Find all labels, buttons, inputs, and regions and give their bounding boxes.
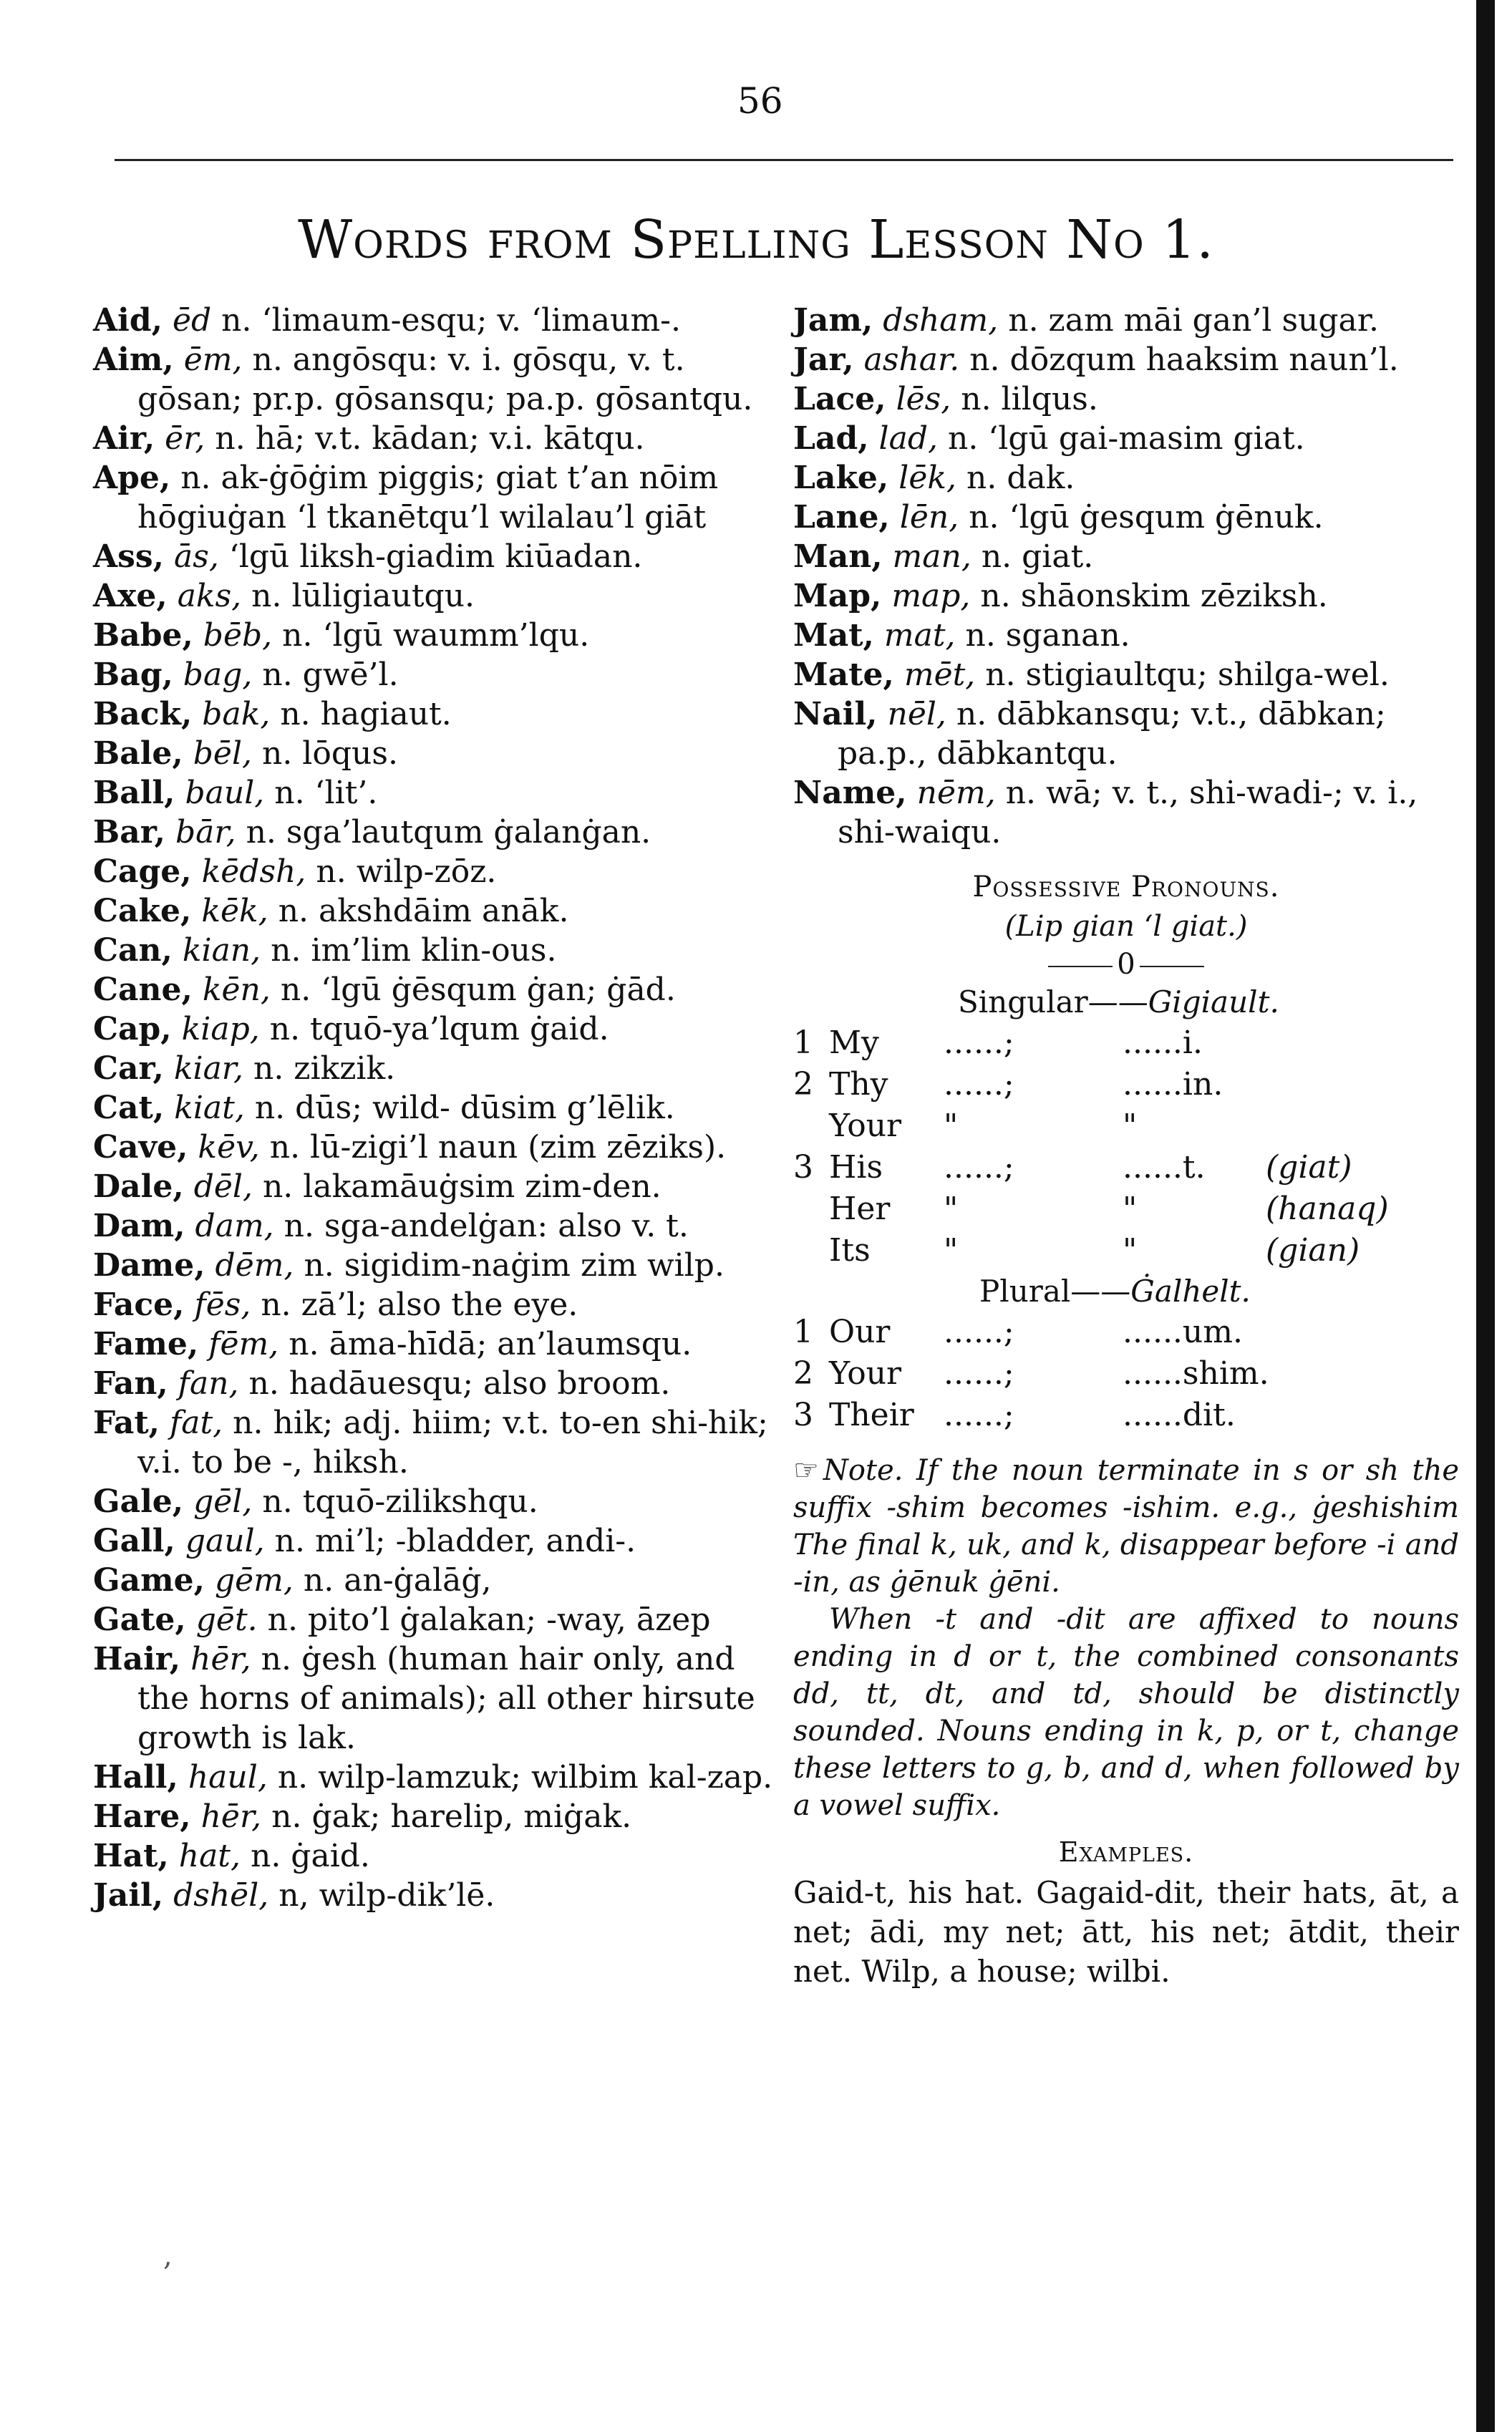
definition: n. angōsqu: v. i. gōsqu, v. t. gōsan; pr.p. gōsansqu; pa.p. gōsantqu. — [137, 341, 753, 417]
pronunciation: bār, — [175, 814, 236, 851]
dictionary-entry — [93, 301, 780, 340]
pronoun-cell-x — [1266, 1312, 1438, 1353]
headword: Jam, — [793, 302, 873, 339]
pronoun-cell-x: (hanaq) — [1266, 1191, 1389, 1227]
pronunciation: bēb, — [203, 617, 273, 654]
dictionary-entry — [93, 1009, 780, 1049]
pronunciation: man, — [892, 538, 971, 575]
headword: Dame, — [93, 1247, 205, 1284]
headword: Can, — [93, 932, 173, 969]
pronoun-row — [793, 1147, 1459, 1188]
definition: n. sganan. — [965, 617, 1130, 654]
definition: n. hik; adj. hiim; v.t. to-en shi-hik; v.i. to be -, hiksh. — [137, 1405, 768, 1481]
pointing-hand-icon: ☞ — [793, 1454, 819, 1487]
dictionary-entry — [793, 616, 1459, 655]
headword: Ball, — [93, 775, 175, 811]
dictionary-entry — [93, 1364, 780, 1403]
pronunciation: lēn, — [899, 499, 959, 536]
pronunciation: fat, — [169, 1405, 223, 1441]
pronoun-cell-n: 2 — [793, 1355, 813, 1392]
pronoun-cell-n: 1 — [793, 1314, 813, 1350]
pronunciation: fēs, — [194, 1287, 251, 1323]
dictionary-entry — [93, 419, 780, 458]
pronoun-cell-n: 3 — [793, 1397, 813, 1433]
dictionary-entry — [93, 1797, 780, 1836]
dictionary-entry — [93, 1324, 780, 1364]
dictionary-entry — [93, 1403, 780, 1482]
pronunciation: mat, — [883, 617, 956, 654]
pronoun-cell-n — [793, 1230, 829, 1271]
dictionary-entry — [93, 1876, 780, 1915]
pronoun-cell-w: Her — [829, 1191, 891, 1227]
definition: n. lilqus. — [961, 381, 1098, 417]
headword: Name, — [793, 775, 907, 811]
headword: Fat, — [93, 1405, 160, 1441]
pronoun-cell-d1: ......; — [944, 1355, 1014, 1392]
pronunciation: dēm, — [215, 1247, 294, 1284]
headword: Fan, — [93, 1365, 168, 1402]
pronunciation: hat, — [178, 1838, 241, 1874]
pronoun-row — [793, 1353, 1459, 1395]
dictionary-entry — [793, 694, 1459, 773]
pronunciation: gēt. — [195, 1602, 258, 1638]
definition: n. lōqus. — [262, 735, 398, 772]
dictionary-entry — [93, 813, 780, 852]
pronunciation: kiar, — [173, 1050, 243, 1087]
pronunciation: kēdsh, — [201, 853, 306, 890]
pronunciation: kēn, — [202, 972, 271, 1008]
headword: Hat, — [93, 1838, 169, 1874]
definition: n. sga’lautqum ġalanġan. — [246, 814, 651, 851]
pronoun-cell-w: My — [829, 1024, 879, 1061]
pronunciation: haul, — [188, 1759, 268, 1796]
pronoun-cell-x — [1266, 1022, 1438, 1064]
definition: n. wilp-lamzuk; wilbim kal-zap. — [277, 1759, 773, 1796]
definition: n. zikzik. — [253, 1050, 396, 1087]
dictionary-entry — [93, 852, 780, 891]
headword: Dam, — [93, 1208, 185, 1244]
headword: Ape, — [93, 460, 171, 496]
headword: Dale, — [93, 1168, 184, 1205]
pronunciation: dsham, — [883, 302, 999, 339]
dictionary-entry — [93, 1206, 780, 1246]
pronoun-cell-n — [793, 1105, 829, 1147]
possessive-subheading: (Lip gian ‘l giat.) — [1004, 910, 1248, 943]
definition: n. akshdāim anāk. — [278, 893, 569, 929]
dictionary-entry — [793, 537, 1459, 576]
pronunciation: dam, — [195, 1208, 274, 1244]
right-entries — [793, 301, 1459, 852]
headword: Hare, — [93, 1798, 191, 1835]
headword: Map, — [793, 578, 882, 614]
pronoun-cell-d1: " — [944, 1108, 959, 1144]
definition: n. ġaid. — [250, 1838, 370, 1874]
pronoun-cell-n — [793, 1188, 829, 1230]
pronoun-cell-w: Its — [829, 1232, 871, 1269]
pronoun-cell-d2: ......t. — [1123, 1149, 1206, 1186]
headword: Air, — [93, 420, 155, 457]
pronoun-cell-d1: ......; — [944, 1066, 1014, 1103]
dictionary-entry — [93, 1285, 780, 1324]
definition: n. im’lim klin-ous. — [271, 932, 557, 969]
pronoun-row — [793, 1064, 1459, 1105]
pronoun-cell-d1: " — [944, 1232, 959, 1269]
pronunciation: mēt, — [903, 657, 976, 693]
page-title: Words from Spelling Lesson No 1. — [298, 209, 1214, 271]
dictionary-entry — [93, 734, 780, 773]
dictionary-entry — [793, 301, 1459, 340]
definition: n. ‘lit’. — [274, 775, 378, 811]
pronoun-cell-x — [1266, 1105, 1438, 1147]
definition: n. shāonskim zēziksh. — [980, 578, 1328, 614]
headword: Hair, — [93, 1641, 181, 1677]
headword: Lace, — [793, 381, 886, 417]
pronoun-cell-d1: ......; — [944, 1149, 1014, 1186]
plural-heading: Plural——Ġalhelt. — [979, 1274, 1251, 1309]
dictionary-entry — [793, 655, 1459, 694]
headword: Fame, — [93, 1326, 199, 1362]
dictionary-entry — [93, 616, 780, 655]
headword: Nail, — [793, 696, 878, 732]
definition: n. sigidim-naġim zim wilp. — [304, 1247, 724, 1284]
definition: n. āma-hīdā; an’laumsqu. — [289, 1326, 692, 1362]
definition: n. dōzqum haaksim naun’l. — [969, 341, 1399, 378]
pronunciation: ēm, — [183, 341, 243, 378]
pronoun-cell-w: Your — [829, 1355, 902, 1392]
dictionary-entry — [93, 1049, 780, 1088]
dictionary-entry — [93, 1836, 780, 1876]
pronunciation: bak, — [202, 696, 271, 732]
pronunciation: gēm, — [214, 1562, 294, 1599]
pronoun-cell-w: Their — [829, 1397, 914, 1433]
headword: Mate, — [793, 657, 894, 693]
definition: n. hā; v.t. kādan; v.i. kātqu. — [215, 420, 645, 457]
pronoun-cell-x: (giat) — [1266, 1149, 1352, 1186]
pronoun-cell-n: 1 — [793, 1024, 813, 1061]
pronunciation: lēs, — [896, 381, 951, 417]
dictionary-entry — [93, 1561, 780, 1600]
definition: n. dak. — [966, 460, 1075, 496]
pronunciation: nēm, — [916, 775, 996, 811]
pronunciation: hēr, — [200, 1798, 262, 1835]
pronunciation: kiap, — [181, 1011, 260, 1047]
pronoun-cell-d2: ......in. — [1123, 1066, 1223, 1103]
pronunciation: ashar. — [863, 341, 960, 378]
dictionary-entry — [93, 694, 780, 734]
pronoun-cell-d2: ......shim. — [1123, 1355, 1269, 1392]
pronoun-cell-w: His — [829, 1149, 883, 1186]
pronunciation: kian, — [182, 932, 261, 969]
dictionary-entry — [93, 931, 780, 970]
pronoun-cell-d1: " — [944, 1191, 959, 1227]
headword: Back, — [93, 696, 193, 732]
definition: n. sga-andelġan: also v. t. — [284, 1208, 689, 1244]
pronunciation: map, — [891, 578, 971, 614]
pronoun-cell-d2: ......dit. — [1123, 1397, 1236, 1433]
pronunciation: lēk, — [898, 460, 957, 496]
possessive-heading: Possessive Pronouns. — [972, 871, 1280, 903]
pronoun-row — [793, 1188, 1459, 1230]
definition: n. tquō-zilikshqu. — [262, 1483, 538, 1520]
pronunciation: dshēl, — [173, 1877, 269, 1914]
headword: Aid, — [93, 302, 163, 339]
definition: n. zam māi gan’l sugar. — [1008, 302, 1379, 339]
dictionary-entry — [793, 458, 1459, 498]
pronunciation: bag, — [183, 657, 253, 693]
definition: n. dābkansqu; v.t., dābkan; pa.p., dābkantqu. — [838, 696, 1386, 772]
dictionary-entry — [93, 458, 780, 537]
definition: n. wilp-zōz. — [316, 853, 497, 890]
pronoun-row — [793, 1230, 1459, 1271]
note-paragraph-1: ☞ Note. If the noun terminate in s or sh the suffix -shim becomes -ishim. e.g., ġeshishim The final k, uk, and k, disappear before -i and -in, as ġēnuk ġēni. — [793, 1454, 1459, 1599]
dictionary-entry — [93, 1128, 780, 1167]
dictionary-entry — [793, 340, 1459, 379]
pronoun-cell-w: Thy — [829, 1066, 888, 1103]
pronoun-cell-x: (gian) — [1266, 1232, 1360, 1269]
plural-table — [793, 1312, 1459, 1436]
pronunciation: kēk, — [201, 893, 268, 929]
pronoun-cell-d2: ......i. — [1123, 1024, 1203, 1061]
pronunciation: gaul, — [185, 1523, 265, 1559]
definition: ‘lgū liksh-giadim kiūadan. — [228, 538, 643, 575]
definition: n. gwē’l. — [262, 657, 399, 693]
pronunciation: dēl, — [193, 1168, 253, 1205]
definition: n. ‘lgū gai-masim giat. — [948, 420, 1305, 457]
note-paragraph-2: When -t and -dit are affixed to nouns ending in d or t, the combined consonants dd, tt, dt, and td, should be distinctly sounded. Nouns ending in k, p, or t, change these letters to g, b, and d, when followed by a vowel suffix. — [793, 1603, 1459, 1822]
stray-mark: , — [163, 2239, 173, 2272]
headword: Gate, — [93, 1602, 186, 1638]
dictionary-entry — [793, 419, 1459, 458]
pronoun-cell-d1: ......; — [944, 1314, 1014, 1350]
pronoun-cell-x — [1266, 1395, 1438, 1436]
pronunciation: fan, — [178, 1365, 239, 1402]
definition: n. giat. — [981, 538, 1094, 575]
headword: Axe, — [93, 578, 168, 614]
pronunciation: ēd — [172, 302, 212, 339]
dictionary-entry — [93, 1521, 780, 1561]
headword: Man, — [793, 538, 883, 575]
separator: 0 — [793, 946, 1459, 982]
dictionary-entry — [93, 891, 780, 931]
dictionary-entry — [93, 1088, 780, 1128]
definition: n, wilp-dik’lē. — [278, 1877, 495, 1914]
headword: Bag, — [93, 657, 173, 693]
headword: Cake, — [93, 893, 192, 929]
pronoun-cell-n: 3 — [793, 1149, 813, 1186]
headword: Bale, — [93, 735, 183, 772]
definition: n. ‘limaum-esqu; v. ‘limaum-. — [221, 302, 682, 339]
pronunciation: bēl, — [193, 735, 252, 772]
headword: Lane, — [793, 499, 890, 536]
definition: n. ‘lgū waumm’lqu. — [282, 617, 590, 654]
pronoun-cell-n: 2 — [793, 1066, 813, 1103]
definition: n. lūligiautqu. — [251, 578, 475, 614]
pronoun-cell-d2: " — [1123, 1191, 1138, 1227]
dictionary-entry — [93, 576, 780, 616]
pronunciation: kēv, — [198, 1129, 260, 1166]
headword: Jar, — [793, 341, 854, 378]
headword: Cap, — [93, 1011, 172, 1047]
dictionary-entry — [93, 1758, 780, 1797]
headword: Car, — [93, 1050, 164, 1087]
pronunciation: fēm, — [208, 1326, 279, 1362]
definition: n. wā; v. t., shi-wadi-; v. i., shi-waiqu. — [838, 775, 1418, 851]
examples-text: Gaid-t, his hat. Gagaid-dit, their hats, āt, a net; ādi, my net; ātt, his net; ātdit, their net. Wilp, a house; wilbi. — [793, 1875, 1459, 1989]
definition: n. zā’l; also the eye. — [261, 1287, 578, 1323]
headword: Bar, — [93, 814, 165, 851]
headword: Aim, — [93, 341, 174, 378]
page-edge-bar — [1476, 0, 1495, 2432]
dictionary-entry — [93, 340, 780, 419]
definition: n. an-ġalāġ, — [303, 1562, 492, 1599]
pronunciation: aks, — [177, 578, 242, 614]
dictionary-entry — [93, 970, 780, 1009]
headword: Ass, — [93, 538, 164, 575]
pronunciation: nēl, — [887, 696, 946, 732]
definition: n. dūs; wild- dūsim g’lēlik. — [254, 1090, 675, 1126]
pronoun-cell-d1: ......; — [944, 1397, 1014, 1433]
headword: Cane, — [93, 972, 193, 1008]
headword: Lad, — [793, 420, 869, 457]
pronoun-cell-d1: ......; — [944, 1024, 1014, 1061]
pronunciation: ās, — [174, 538, 219, 575]
dictionary-entry — [93, 537, 780, 576]
dictionary-entry — [793, 773, 1459, 852]
pronunciation: hēr, — [190, 1641, 251, 1677]
definition: n. hadāuesqu; also broom. — [248, 1365, 671, 1402]
singular-table — [793, 1022, 1459, 1271]
headword: Cage, — [93, 853, 192, 890]
definition: n. stigiaultqu; shilga-wel. — [985, 657, 1390, 693]
pronoun-row — [793, 1022, 1459, 1064]
pronunciation: lad, — [878, 420, 938, 457]
dictionary-entry — [793, 379, 1459, 419]
headword: Face, — [93, 1287, 185, 1323]
definition: n. ak-ġōġim piggis; giat t’an nōim hōgiuġan ‘l tkanētqu’l wilalau’l giāt — [137, 460, 719, 536]
definition: n. ġesh (human hair only, and the horns of animals); all other hirsute growth is lak. — [137, 1641, 755, 1756]
right-column — [793, 301, 1459, 1991]
headword: Hall, — [93, 1759, 178, 1796]
headword: Gale, — [93, 1483, 184, 1520]
header-rule — [115, 159, 1453, 161]
definition: n. mi’l; -bladder, andi-. — [274, 1523, 636, 1559]
page-number: 56 — [737, 80, 783, 122]
definition: n. pito’l ġalakan; -way, āzep — [267, 1602, 711, 1638]
headword: Game, — [93, 1562, 205, 1599]
dictionary-entry — [93, 1482, 780, 1521]
definition: n. tquō-ya’lqum ġaid. — [269, 1011, 609, 1047]
pronunciation: baul, — [185, 775, 265, 811]
pronoun-cell-d2: " — [1123, 1108, 1138, 1144]
pronoun-cell-d2: " — [1123, 1232, 1138, 1269]
headword: Gall, — [93, 1523, 175, 1559]
dictionary-entry — [793, 576, 1459, 616]
pronunciation: gēl, — [193, 1483, 253, 1520]
dictionary-entry — [93, 1246, 780, 1285]
definition: n. ‘lgū ġesqum ġēnuk. — [969, 499, 1324, 536]
headword: Mat, — [793, 617, 874, 654]
pronunciation: kiat, — [174, 1090, 245, 1126]
singular-heading: Singular——Gigiault. — [958, 984, 1279, 1019]
pronoun-cell-w: Our — [829, 1314, 891, 1350]
definition: n. lū-zigi’l naun (zim zēziks). — [269, 1129, 727, 1166]
definition: n. ‘lgū ġēsqum ġan; ġād. — [280, 972, 676, 1008]
headword: Lake, — [793, 460, 889, 496]
pronunciation: ēr, — [165, 420, 205, 457]
headword: Babe, — [93, 617, 193, 654]
headword: Jail, — [93, 1877, 164, 1914]
pronoun-cell-w: Your — [829, 1108, 902, 1144]
definition: n. hagiaut. — [280, 696, 452, 732]
dictionary-entry — [93, 655, 780, 694]
headword: Cave, — [93, 1129, 188, 1166]
examples-heading: Examples. — [1058, 1836, 1194, 1868]
pronoun-row — [793, 1105, 1459, 1147]
headword: Cat, — [93, 1090, 165, 1126]
pronoun-cell-x — [1266, 1064, 1438, 1105]
dictionary-entry — [93, 1167, 780, 1206]
left-column — [93, 301, 780, 1915]
dictionary-entry — [93, 773, 780, 813]
definition: n. ġak; harelip, miġak. — [271, 1798, 632, 1835]
definition: n. lakamāuġsim zim-den. — [262, 1168, 662, 1205]
pronoun-cell-x — [1266, 1353, 1438, 1395]
dictionary-entry — [93, 1639, 780, 1758]
pronoun-row — [793, 1312, 1459, 1353]
pronoun-cell-d2: ......um. — [1123, 1314, 1243, 1350]
dictionary-entry — [93, 1600, 780, 1639]
pronoun-row — [793, 1395, 1459, 1436]
dictionary-entry — [793, 498, 1459, 537]
